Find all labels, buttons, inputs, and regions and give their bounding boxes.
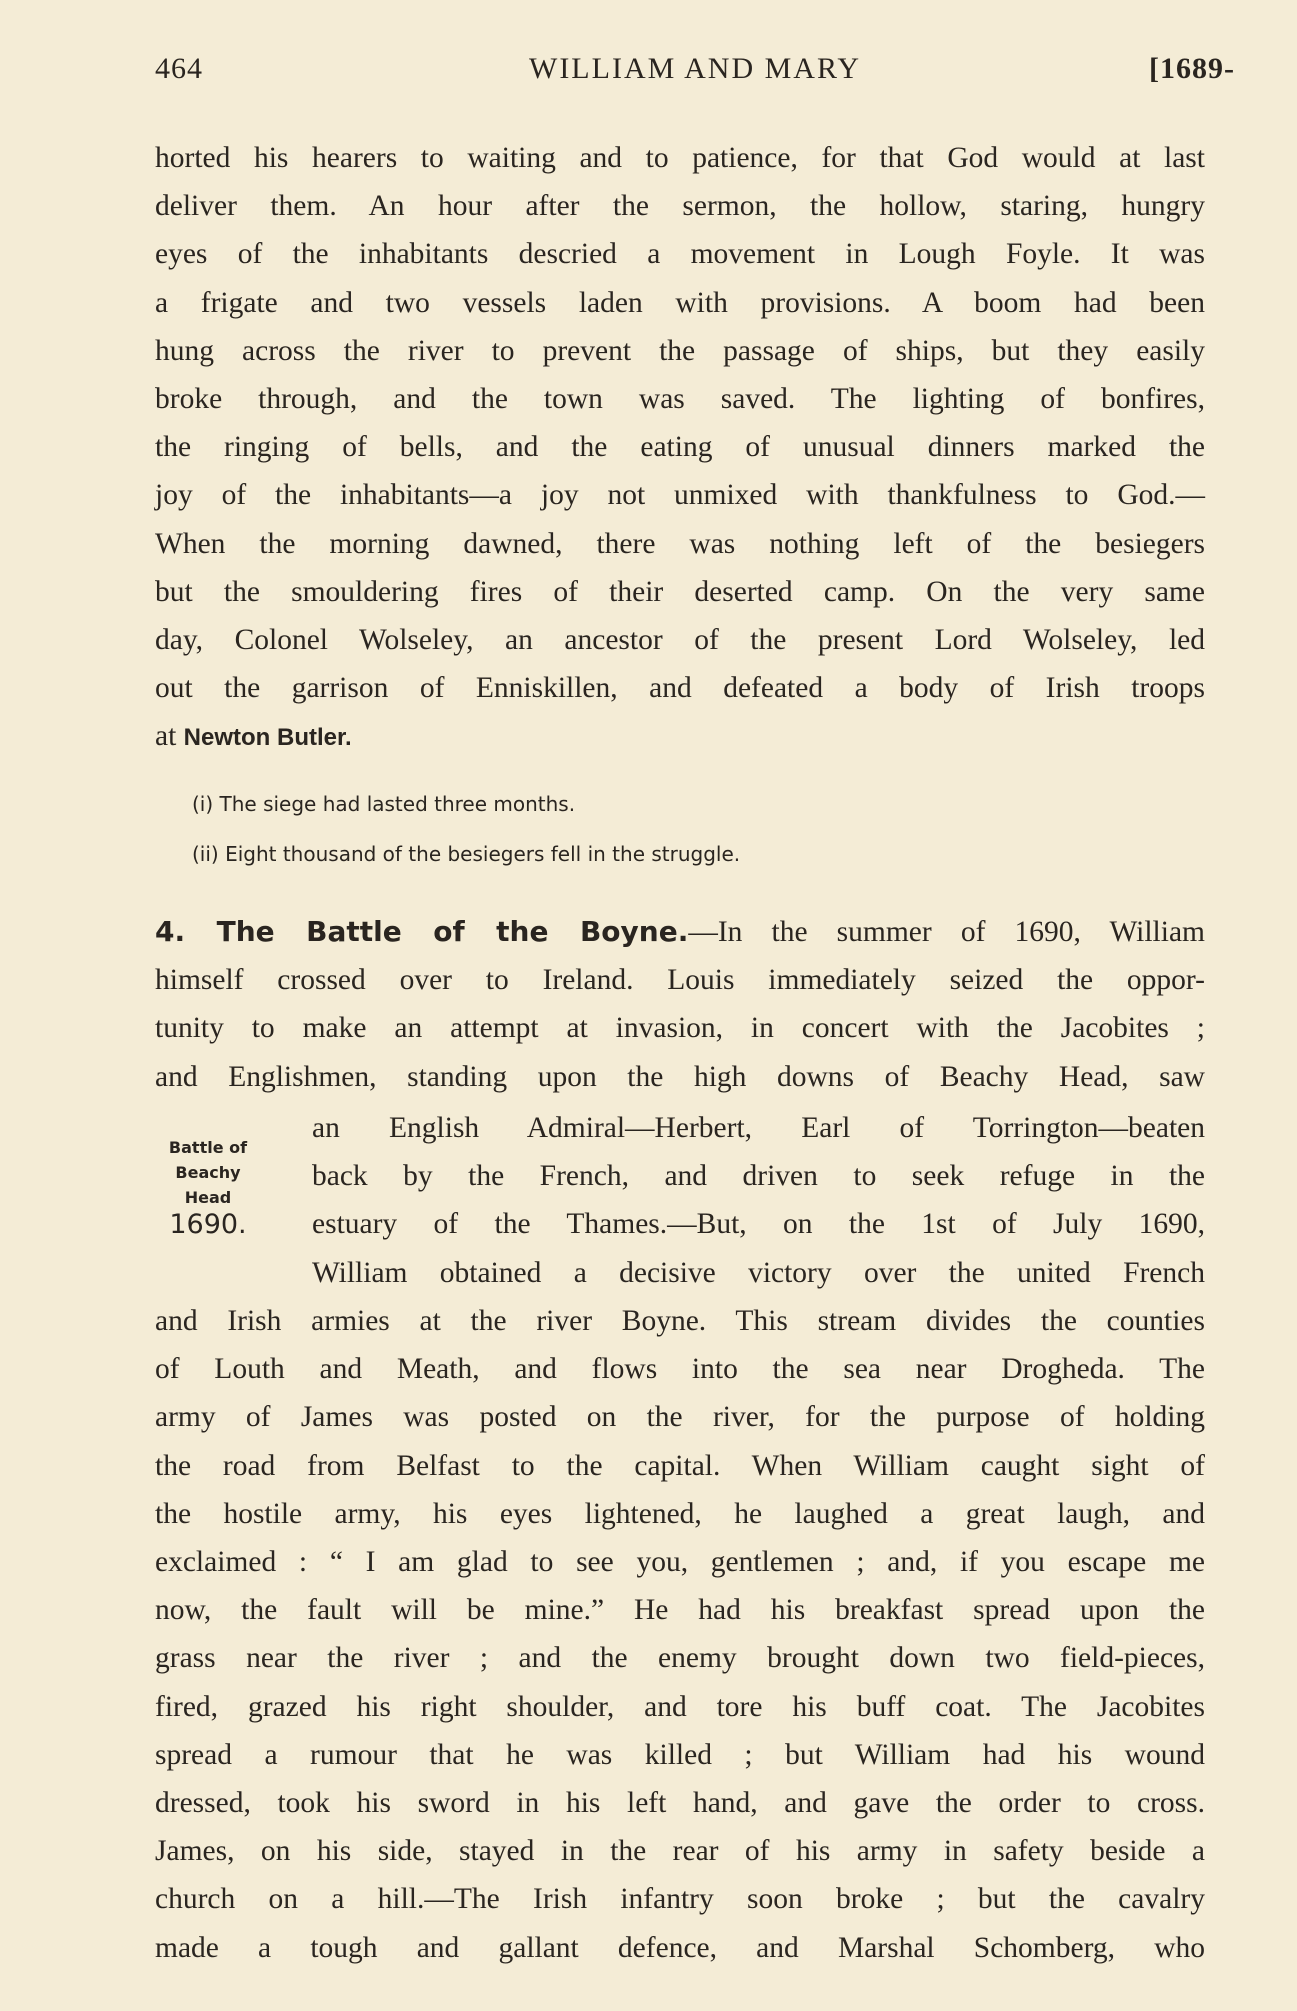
text-line: tunity to make an attempt at invasion, in concert with the Jacobites ; [155,1012,1205,1045]
section-battle-of-boyne-intro [155,908,1205,1101]
text-line: and Irish armies at the river Boyne. This stream divides the counties [155,1305,1205,1337]
year-marker: [1689- [1149,52,1235,85]
footnote-besieger-losses: (ii) Eight thousand of the besiegers fell in the struggle. [192,842,741,866]
margin-note-beachy-head [148,1135,268,1240]
text-line: an English Admiral—Herbert, Earl of Torrington—beaten [312,1112,1205,1144]
running-title: WILLIAM AND MARY [529,52,861,85]
margin-note-year: 1690. [169,1209,247,1240]
text-line: but the smouldering fires of their deserted camp. On the very same [155,575,1205,608]
margin-note-line: Beachy [175,1163,241,1182]
page-number: 464 [155,52,203,85]
text-line: now, the fault will be mine.” He had his breakfast spread upon the [155,1594,1205,1627]
text-line: the road from Belfast to the capital. When William caught sight of [155,1449,1205,1482]
margin-note-line: Head [184,1188,232,1207]
text-line: eyes of the inhabitants descried a movement in Lough Foyle. It was [155,238,1205,271]
text-line: and Englishmen, standing upon the high downs of Beachy Head, saw [155,1060,1205,1093]
text-line: estuary of the Thames.—But, on the 1st of July 1690, [312,1208,1205,1241]
text-line: back by the French, and driven to seek refuge in the [312,1160,1205,1193]
margin-note-line: Battle of [168,1138,248,1157]
indented-text-block [312,1104,1205,1297]
text-line: church on a hill.—The Irish infantry soon broke ; but the cavalry [155,1883,1205,1916]
text-line: James, on his side, stayed in the rear of his army in safety beside a [155,1835,1205,1868]
text-line-with-heading [155,908,1205,956]
text-line: spread a rumour that he was killed ; but William had his wound [155,1738,1205,1771]
text-line: of Louth and Meath, and flows into the sea near Drogheda. The [155,1353,1205,1386]
paragraph-siege-relief [155,134,1205,763]
text-line: hung across the river to prevent the passage of ships, but they easily [155,334,1205,367]
text-line: deliver them. An hour after the sermon, the hollow, staring, hungry [155,190,1205,223]
text-line: horted his hearers to waiting and to patience, for that God would at last [155,142,1205,174]
section-heading: 4. The Battle of the Boyne. [155,915,689,948]
text-line: out the garrison of Enniskillen, and defeated a body of Irish troops [155,672,1205,705]
text-fragment: at [155,720,184,753]
text-line: a frigate and two vessels laden with provisions. A boom had been [155,286,1205,319]
text-line: broke through, and the town was saved. The lighting of bonfires, [155,383,1205,416]
text-line: William obtained a decisive victory over the united French [312,1256,1205,1289]
text-line: day, Colonel Wolseley, an ancestor of the present Lord Wolseley, led [155,624,1205,657]
text-line: the ringing of bells, and the eating of unusual dinners marked the [155,431,1205,464]
text-line: dressed, took his sword in his left hand, and gave the order to cross. [155,1787,1205,1820]
text-line: army of James was posted on the river, for the purpose of holding [155,1401,1205,1434]
text-line: made a tough and gallant defence, and Marshal Schomberg, who [155,1931,1205,1964]
text-line-last [155,712,1205,762]
section-battle-of-boyne-body [155,1297,1205,1972]
text-line: himself crossed over to Ireland. Louis immediately seized the oppor- [155,964,1205,997]
place-name: Newton Butler. [183,724,352,752]
text-line: joy of the inhabitants—a joy not unmixed with thankfulness to God.— [155,479,1205,512]
text-line: When the morning dawned, there was nothing left of the besiegers [155,527,1205,560]
text-line: fired, grazed his right shoulder, and tore his buff coat. The Jacobites [155,1690,1205,1723]
footnote-siege-duration: (i) The siege had lasted three months. [192,792,576,816]
text-line: grass near the river ; and the enemy brought down two field-pieces, [155,1642,1205,1675]
running-header [155,52,1235,102]
text-line: the hostile army, his eyes lightened, he laughed a great laugh, and [155,1497,1205,1530]
text-line: exclaimed : “ I am glad to see you, gentlemen ; and, if you escape me [155,1546,1205,1579]
text-fragment: —In the summer of 1690, William [688,916,1205,948]
